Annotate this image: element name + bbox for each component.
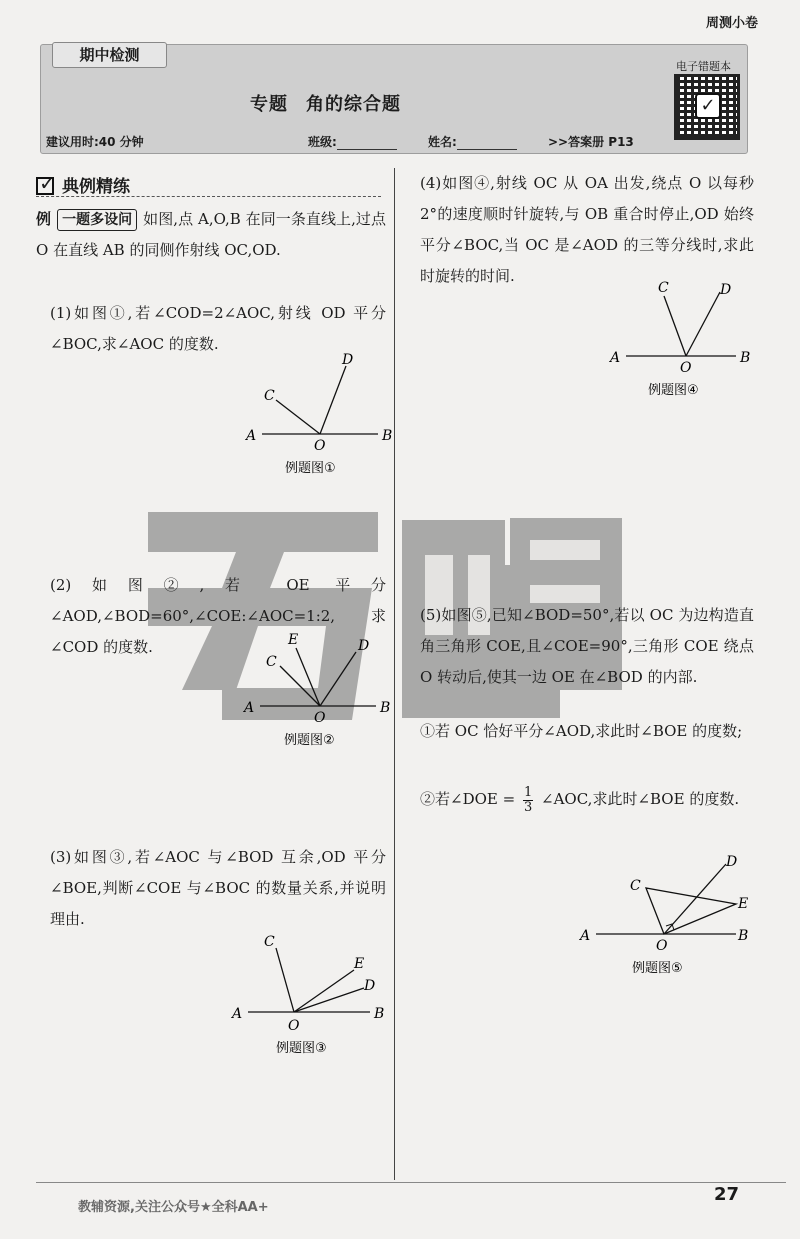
question-3: (3)如图③,若∠AOC 与∠BOD 互余,OD 平分∠BOE,判断∠COE 与∠BOC 的数量关系,并说明理由. bbox=[50, 848, 386, 928]
example-intro bbox=[36, 204, 386, 266]
question-2: (2)如图②,若 OE 平分∠AOD,∠BOD=60°,∠COE:∠AOC=1:2,求∠COD 的度数. bbox=[50, 576, 386, 656]
footer-rule bbox=[36, 1182, 786, 1183]
multi-question-tag: 一题多设问 bbox=[57, 209, 137, 231]
label-e: E bbox=[738, 896, 749, 912]
label-o: O bbox=[288, 1018, 300, 1034]
midterm-tag: 期中检测 bbox=[52, 42, 167, 68]
question-5-part-2 bbox=[420, 784, 754, 815]
question-1: (1)如图①,若∠COD=2∠AOC,射线 OD 平分∠BOC,求∠AOC 的度数. bbox=[50, 304, 386, 353]
ray-od bbox=[686, 292, 720, 356]
ray-oc bbox=[276, 400, 320, 434]
label-o: O bbox=[656, 938, 668, 954]
q5b-prefix: ②若∠DOE = bbox=[420, 790, 516, 808]
label-d: D bbox=[364, 978, 376, 994]
ray-oe bbox=[294, 970, 354, 1012]
label-d: D bbox=[726, 854, 738, 870]
figure-5-caption: 例题图⑤ bbox=[632, 961, 683, 976]
figure-2 bbox=[240, 632, 400, 752]
page-number: 27 bbox=[714, 1184, 740, 1205]
corner-label: 周测小卷 bbox=[705, 16, 758, 31]
question-4: (4)如图④,射线 OC 从 OA 出发,绕点 O 以每秒 2°的速度顺时针旋转,与 OB 重合时停止,OD 始终平分∠BOC,当 OC 是∠AOD 的三等分线时,求此时旋转的时间. bbox=[420, 174, 754, 285]
label-b: B bbox=[382, 428, 393, 444]
fraction-denominator: 3 bbox=[523, 799, 533, 815]
ray-oc bbox=[664, 296, 686, 356]
label-c: C bbox=[266, 654, 277, 670]
figure-3-caption: 例题图③ bbox=[276, 1041, 327, 1056]
label-o: O bbox=[314, 710, 326, 726]
triangle-coe bbox=[646, 888, 736, 934]
ray-od bbox=[320, 366, 346, 434]
topic-prefix: 专题 bbox=[250, 94, 288, 115]
topic-name: 角的综合题 bbox=[306, 94, 401, 115]
footer-text: 教辅资源,关注公众号★全科AA+ bbox=[78, 1200, 269, 1215]
figure-1 bbox=[240, 352, 400, 482]
fraction-numerator: 1 bbox=[523, 784, 533, 800]
label-b: B bbox=[740, 350, 751, 366]
name-label: 姓名: bbox=[428, 135, 457, 149]
label-c: C bbox=[264, 934, 275, 950]
ray-od bbox=[320, 652, 356, 706]
label-b: B bbox=[380, 700, 391, 716]
label-e: E bbox=[354, 956, 365, 972]
ray-oc bbox=[280, 666, 320, 706]
fraction bbox=[523, 786, 533, 815]
question-5: (5)如图⑤,已知∠BOD=50°,若以 OC 为边构造直角三角形 COE,且∠COE=90°,三角形 COE 绕点 O 转动后,使其一边 OE 在∠BOD 的内部. bbox=[420, 606, 754, 686]
label-b: B bbox=[374, 1006, 385, 1022]
ray-oe bbox=[296, 648, 320, 706]
qr-label: 电子错题本 bbox=[676, 60, 731, 73]
label-a: A bbox=[244, 700, 255, 716]
label-o: O bbox=[314, 438, 326, 454]
label-d: D bbox=[720, 282, 732, 298]
class-label: 班级: bbox=[308, 135, 337, 149]
question-5-part-1: ①若 OC 恰好平分∠AOD,求此时∠BOE 的度数; bbox=[420, 722, 743, 740]
label-a: A bbox=[580, 928, 591, 944]
figure-2-caption: 例题图② bbox=[284, 733, 335, 748]
suggested-time: 建议用时:40 分钟 bbox=[46, 135, 144, 149]
intro-text: 如图,点 A,O,B 在同一条直线上,过点 O 在直线 AB 的同侧作射线 OC,OD. bbox=[36, 210, 386, 259]
label-d: D bbox=[342, 352, 354, 368]
figure-5 bbox=[576, 852, 756, 982]
check-icon: ✓ bbox=[695, 93, 721, 119]
heading-rule bbox=[36, 196, 381, 197]
label-e: E bbox=[288, 632, 299, 648]
checkbox-icon bbox=[36, 177, 54, 195]
ray-oc bbox=[276, 948, 294, 1012]
ray-od bbox=[294, 988, 364, 1012]
label-c: C bbox=[264, 388, 275, 404]
label-a: A bbox=[232, 1006, 243, 1022]
figure-4 bbox=[606, 278, 766, 402]
figure-1-caption: 例题图① bbox=[285, 461, 336, 476]
ray-od bbox=[664, 864, 726, 934]
label-b: B bbox=[738, 928, 749, 944]
figure-3 bbox=[230, 930, 400, 1060]
label-a: A bbox=[610, 350, 621, 366]
example-mark: 例 bbox=[36, 210, 52, 228]
answer-reference: >>答案册 P13 bbox=[548, 135, 634, 149]
figure-4-caption: 例题图④ bbox=[648, 383, 699, 398]
section-heading bbox=[36, 172, 130, 197]
label-d: D bbox=[358, 638, 370, 654]
label-c: C bbox=[630, 878, 641, 894]
label-a: A bbox=[246, 428, 257, 444]
label-o: O bbox=[680, 360, 692, 376]
label-c: C bbox=[658, 280, 669, 296]
section-heading-text: 典例精练 bbox=[62, 177, 130, 197]
q5b-suffix: ∠AOC,求此时∠BOE 的度数. bbox=[541, 790, 740, 808]
